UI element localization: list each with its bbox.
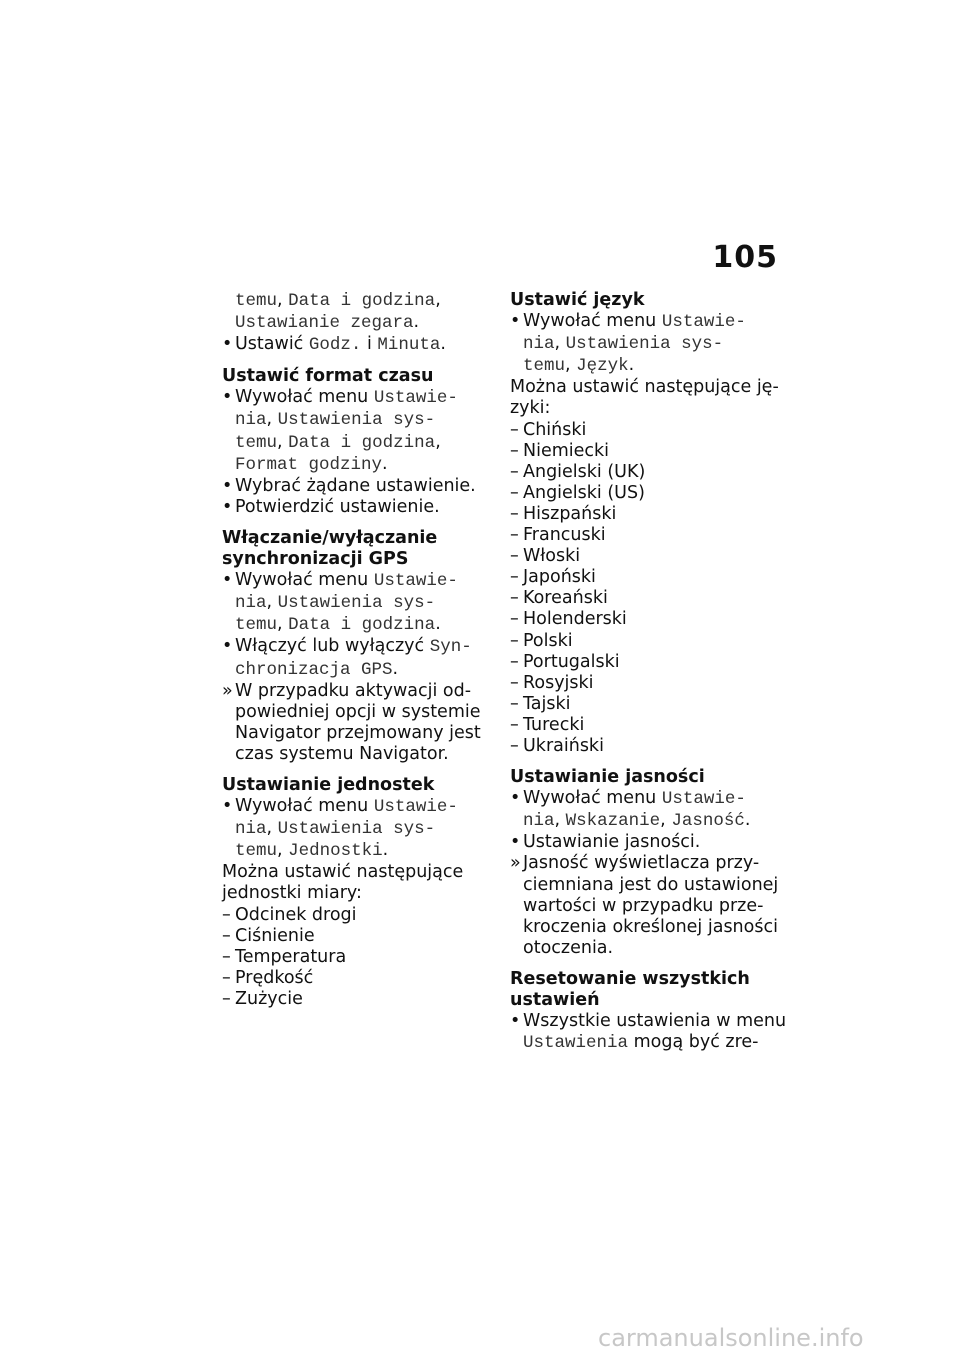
menu-path: Ustawienia sys- — [565, 334, 724, 355]
language-item: – Tajski — [510, 694, 782, 715]
separator: , — [266, 818, 278, 839]
text: Włączyć lub wyłączyć — [235, 636, 430, 657]
text: Ustawić — [235, 334, 309, 355]
section-heading: synchronizacji GPS — [222, 549, 409, 570]
separator: . — [382, 453, 388, 474]
watermark: carmanualsonline.info — [598, 1324, 864, 1352]
bullet-item: • Ustawianie jasności. — [510, 832, 782, 853]
page-number: 105 — [712, 240, 778, 275]
menu-path: Ustawie- — [661, 312, 746, 333]
separator: , — [266, 592, 278, 613]
language-item: – Francuski — [510, 525, 782, 546]
menu-path: Wskazanie — [565, 811, 661, 832]
menu-path: temu — [235, 841, 278, 862]
separator: , — [435, 431, 441, 452]
text-line — [222, 290, 484, 312]
bullet-item — [222, 387, 484, 409]
menu-path: chronizacja GPS — [235, 659, 393, 680]
separator: , — [277, 290, 289, 310]
language-item: – Turecki — [510, 715, 782, 736]
menu-path: Ustawie- — [373, 388, 458, 409]
section-heading: Ustawić język — [510, 290, 645, 310]
menu-path: Jednostki — [288, 841, 383, 862]
text: Wywołać menu — [523, 311, 662, 332]
menu-path: nia — [235, 593, 267, 614]
separator: , — [277, 614, 289, 635]
text-line — [222, 659, 484, 681]
separator: , — [660, 810, 672, 831]
language-item: – Koreański — [510, 588, 782, 609]
text-line — [222, 432, 484, 454]
separator: . — [435, 614, 441, 635]
menu-path: Ustawienia — [523, 1033, 629, 1054]
separator: , — [554, 333, 566, 354]
language-item: – Polski — [510, 631, 782, 652]
bullet-item — [222, 796, 484, 818]
separator: . — [413, 312, 420, 333]
menu-path: Ustawie- — [661, 789, 746, 810]
menu-path: temu — [235, 615, 278, 636]
text-line: zyki: — [510, 398, 551, 419]
text: mogą być zre- — [628, 1032, 759, 1053]
menu-path: temu — [235, 291, 278, 311]
text-line: Można ustawić następujące ję- — [510, 377, 779, 398]
text-line: ciemniana jest do ustawionej — [523, 874, 779, 895]
language-item: – Rosyjski — [510, 673, 782, 694]
bullet-item — [510, 788, 782, 810]
text: . — [440, 334, 446, 355]
text-line — [510, 333, 782, 355]
language-item: – Japoński — [510, 567, 782, 588]
menu-path: Godz. — [308, 335, 362, 356]
menu-path: nia — [523, 334, 555, 355]
separator: , — [266, 409, 278, 430]
section-heading: Ustawianie jasności — [510, 767, 705, 788]
bullet-item: • Potwierdzić ustawienie. — [222, 497, 484, 518]
text-line: Navigator przejmowany jest — [235, 722, 481, 743]
menu-path: nia — [523, 811, 555, 832]
text-line: jednostki miary: — [222, 883, 362, 904]
right-column — [510, 290, 787, 1054]
bullet-item: • Wybrać żądane ustawienie. — [222, 476, 484, 497]
unit-item: – Ciśnienie — [222, 926, 484, 947]
menu-path: temu — [523, 356, 566, 377]
separator: , — [277, 431, 289, 452]
menu-path: Data i godzina — [288, 615, 436, 636]
text-line — [222, 409, 484, 431]
bullet-item — [222, 636, 484, 658]
menu-path: Data i godzina — [288, 291, 436, 311]
separator: , — [565, 355, 577, 376]
result-item: » W przypadku aktywacji od- — [222, 681, 484, 702]
language-item: – Angielski (US) — [510, 483, 782, 504]
text-line: otoczenia. — [523, 937, 614, 958]
menu-path: temu — [235, 432, 278, 453]
separator: , — [277, 840, 289, 861]
text-line — [510, 1032, 782, 1054]
text-line: kroczenia określonej jasności — [523, 916, 778, 937]
bullet-item: • Wszystkie ustawienia w menu — [510, 1011, 782, 1032]
unit-item: – Zużycie — [222, 989, 484, 1010]
bullet-item — [510, 311, 782, 333]
section-heading: Włączanie/wyłączanie — [222, 527, 438, 548]
text-line: wartości w przypadku prze- — [523, 895, 764, 916]
text-line — [222, 592, 484, 614]
text-line — [222, 454, 484, 476]
separator: . — [744, 810, 751, 831]
text-line — [510, 355, 782, 377]
language-item: – Holenderski — [510, 609, 782, 630]
section-heading: ustawień — [510, 990, 600, 1010]
text-line — [222, 614, 484, 636]
menu-path: nia — [235, 819, 267, 840]
text: Wywołać menu — [235, 796, 374, 817]
text: Wywołać menu — [235, 387, 374, 408]
text-line — [222, 818, 484, 840]
unit-item: – Prędkość — [222, 968, 484, 989]
language-item: – Ukraiński — [510, 736, 782, 757]
text: Wywołać menu — [235, 570, 374, 591]
text-line: czas systemu Navigator. — [235, 743, 449, 764]
language-item: – Niemiecki — [510, 441, 782, 462]
language-item: – Włoski — [510, 546, 782, 567]
section-heading: Ustawianie jednostek — [222, 774, 435, 795]
menu-path: Syn- — [429, 637, 472, 658]
bullet-item — [222, 334, 484, 356]
text: Wywołać menu — [523, 788, 662, 809]
menu-path: Ustawienia sys- — [277, 593, 436, 614]
menu-path: Język — [576, 356, 629, 377]
separator: . — [382, 840, 389, 861]
section-heading: Ustawić format czasu — [222, 366, 434, 387]
language-item: – Portugalski — [510, 652, 782, 673]
bullet-item — [222, 570, 484, 592]
text-line: powiedniej opcji w systemie — [235, 701, 481, 722]
language-item: – Hiszpański — [510, 504, 782, 525]
result-item: » Jasność wyświetlacza przy- — [510, 853, 782, 874]
unit-item: – Odcinek drogi — [222, 905, 484, 926]
text-line — [222, 312, 484, 334]
menu-path: Minuta — [377, 335, 441, 356]
menu-path: nia — [235, 410, 267, 431]
unit-item: – Temperatura — [222, 947, 484, 968]
language-item: – Chiński — [510, 420, 782, 441]
menu-path: Ustawienia sys- — [277, 410, 436, 431]
menu-path: Jasność — [671, 811, 745, 832]
text-line — [510, 810, 782, 832]
separator: , — [435, 290, 441, 310]
text-line: Można ustawić następujące — [222, 862, 464, 883]
section-heading: Resetowanie wszystkich — [510, 968, 750, 989]
menu-path: Format godziny — [235, 454, 383, 475]
text: i — [361, 334, 378, 355]
separator: . — [628, 355, 635, 376]
separator: . — [392, 658, 399, 679]
text-line — [222, 840, 484, 862]
menu-path: Ustawianie zegara — [235, 313, 414, 334]
menu-path: Data i godzina — [288, 432, 436, 453]
language-item: – Angielski (UK) — [510, 462, 782, 483]
separator: , — [554, 810, 566, 831]
left-column — [222, 290, 484, 1010]
menu-path: Ustawienia sys- — [277, 819, 436, 840]
menu-path: Ustawie- — [373, 571, 458, 592]
menu-path: Ustawie- — [373, 797, 458, 818]
